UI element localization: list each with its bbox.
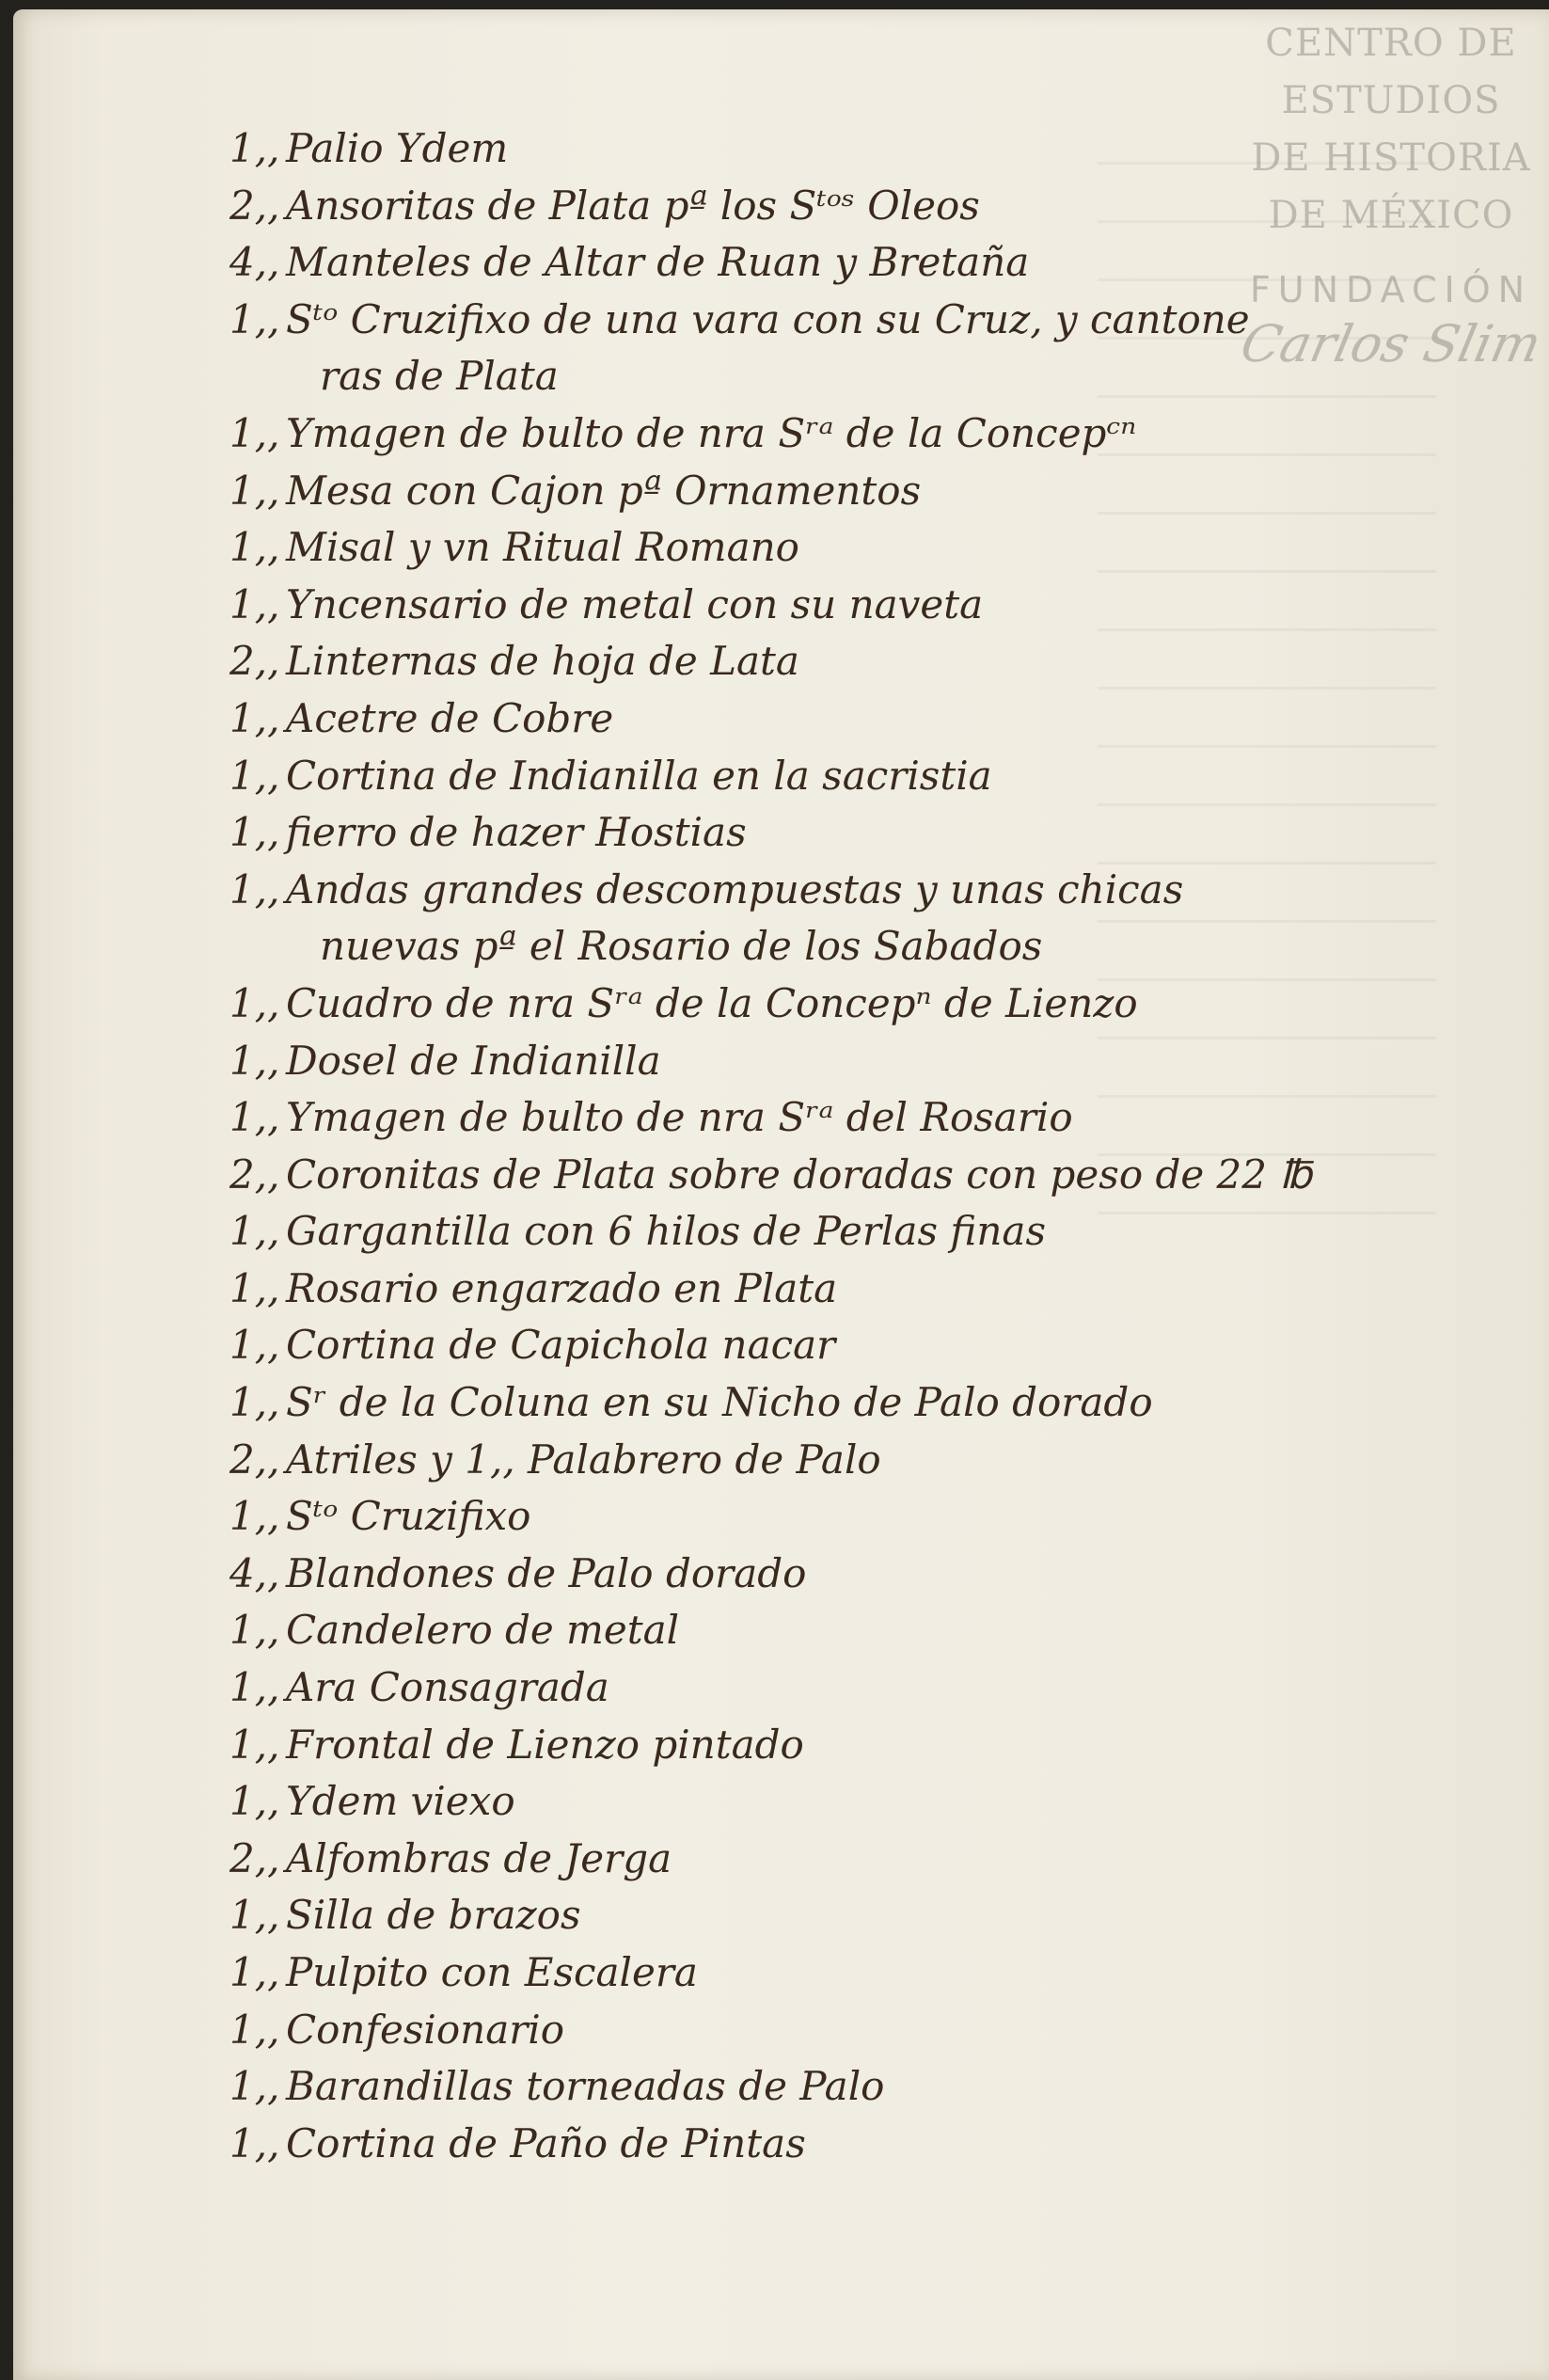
item-description: Ara Consagrada <box>286 1664 609 1711</box>
inventory-line <box>229 1659 1386 1717</box>
watermark-signature: Carlos Slim <box>1235 314 1547 373</box>
item-description: Atriles y 1,, Palabrero de Palo <box>286 1436 881 1483</box>
item-quantity: 1,, <box>229 1322 280 1369</box>
item-description: Pulpito con Escalera <box>286 1949 698 1995</box>
inventory-line <box>229 2058 1386 2116</box>
item-description: Cortina de Indianilla en la sacristia <box>286 752 992 799</box>
item-description: Mesa con Cajon pª Ornamentos <box>286 467 922 514</box>
item-quantity: 2,, <box>229 182 280 229</box>
item-description: Confesionario <box>286 2006 565 2053</box>
inventory-line <box>229 1033 1386 1090</box>
manuscript-page <box>13 9 1549 2380</box>
inventory-line <box>229 292 1386 349</box>
inventory-line <box>229 1089 1386 1147</box>
inventory-line <box>229 2002 1386 2059</box>
item-description: Dosel de Indianilla <box>286 1037 661 1084</box>
watermark-line-4: DE MÉXICO <box>1268 194 1514 237</box>
item-description: Misal y vn Ritual Romano <box>286 524 799 571</box>
item-description: Ydem viexo <box>286 1778 515 1825</box>
inventory-line <box>229 1831 1386 1888</box>
inventory-line <box>229 1488 1386 1546</box>
inventory-line <box>229 1261 1386 1318</box>
inventory-line <box>229 1374 1386 1432</box>
item-quantity: 4,, <box>229 239 280 286</box>
inventory-line <box>229 1773 1386 1831</box>
inventory-line <box>229 178 1386 235</box>
item-quantity: 2,, <box>229 1834 280 1881</box>
inventory-line <box>229 1203 1386 1261</box>
inventory-line <box>229 1546 1386 1603</box>
item-description: Gargantilla con 6 hilos de Perlas finas <box>286 1208 1047 1255</box>
inventory-line <box>229 976 1386 1033</box>
item-description: Cuadro de nra Sʳᵃ de la Concepⁿ de Lienzo <box>286 979 1138 1026</box>
item-quantity: 1,, <box>229 1208 280 1255</box>
inventory-line <box>229 519 1386 577</box>
inventory-line <box>229 348 1386 405</box>
item-quantity: 1,, <box>229 1037 280 1084</box>
item-quantity: 1,, <box>229 1664 280 1711</box>
inventory-line <box>229 862 1386 919</box>
item-description: nuevas pª el Rosario de los Sabados <box>320 923 1043 970</box>
item-description: Candelero de metal <box>286 1607 680 1654</box>
inventory-line <box>229 1432 1386 1489</box>
item-quantity: 1,, <box>229 1721 280 1768</box>
item-description: Acetre de Cobre <box>286 694 614 741</box>
item-description: Yncensario de metal con su naveta <box>286 580 984 627</box>
watermark-line-2: ESTUDIOS <box>1281 79 1501 122</box>
item-description: Alfombras de Jerga <box>286 1834 672 1881</box>
item-quantity: 1,, <box>229 580 280 627</box>
item-quantity: 1,, <box>229 865 280 912</box>
item-quantity: 2,, <box>229 1150 280 1198</box>
item-quantity: 1,, <box>229 694 280 741</box>
item-quantity: 1,, <box>229 1892 280 1939</box>
item-quantity: 1,, <box>229 1778 280 1825</box>
item-quantity: 1,, <box>229 809 280 856</box>
item-quantity: 4,, <box>229 1549 280 1596</box>
item-quantity: 1,, <box>229 1094 280 1141</box>
watermark-line-1: CENTRO DE <box>1265 22 1517 65</box>
watermark-line-3: DE HISTORIA <box>1251 136 1531 180</box>
item-quantity: 1,, <box>229 979 280 1026</box>
item-quantity: 1,, <box>229 524 280 571</box>
item-quantity: 1,, <box>229 752 280 799</box>
item-description: Barandillas torneadas de Palo <box>286 2063 885 2110</box>
item-description: Sʳ de la Coluna en su Nicho de Palo dorado <box>286 1379 1153 1426</box>
inventory-line <box>229 633 1386 690</box>
item-description: Ansoritas de Plata pª los Sᵗᵒˢ Oleos <box>286 182 980 229</box>
watermark-foundation: FUNDACIÓN <box>1249 269 1533 310</box>
inventory-line <box>229 918 1386 976</box>
inventory-line <box>229 1717 1386 1774</box>
inventory-line <box>229 1602 1386 1659</box>
item-description: Coronitas de Plata sobre doradas con peso de 22 ℔ <box>286 1150 1312 1198</box>
item-description: Sᵗᵒ Cruzifixo de una vara con su Cruz, y cantone <box>286 295 1250 342</box>
item-description: Manteles de Altar de Ruan y Bretaña <box>286 239 1030 286</box>
item-description: Cortina de Capichola nacar <box>286 1322 836 1369</box>
item-quantity: 1,, <box>229 2119 280 2166</box>
item-quantity: 1,, <box>229 1949 280 1995</box>
item-description: Blandones de Palo dorado <box>286 1549 807 1596</box>
item-quantity: 1,, <box>229 409 280 456</box>
item-quantity: 1,, <box>229 2063 280 2110</box>
inventory-line <box>229 690 1386 748</box>
item-description: Silla de brazos <box>286 1892 581 1939</box>
inventory-line <box>229 405 1386 463</box>
inventory-line <box>229 234 1386 292</box>
item-quantity: 2,, <box>229 1436 280 1483</box>
inventory-line <box>229 120 1386 178</box>
item-quantity: 1,, <box>229 467 280 514</box>
inventory-line <box>229 1944 1386 2002</box>
item-quantity: 1,, <box>229 1264 280 1311</box>
item-quantity: 1,, <box>229 2006 280 2053</box>
item-quantity: 1,, <box>229 295 280 342</box>
item-description: Rosario engarzado en Plata <box>286 1264 838 1311</box>
inventory-line <box>229 748 1386 805</box>
item-description: Cortina de Paño de Pintas <box>286 2119 806 2166</box>
inventory-line <box>229 463 1386 520</box>
item-quantity: 1,, <box>229 1607 280 1654</box>
item-description: Ymagen de bulto de nra Sʳᵃ de la Concepᶜⁿ <box>286 409 1137 456</box>
item-description: Frontal de Lienzo pintado <box>286 1721 804 1768</box>
inventory-line <box>229 2116 1386 2173</box>
item-description: Andas grandes descompuestas y unas chicas <box>286 865 1184 912</box>
item-description: ras de Plata <box>320 353 559 400</box>
item-description: Linternas de hoja de Lata <box>286 638 799 685</box>
item-description: Ymagen de bulto de nra Sʳᵃ del Rosario <box>286 1094 1073 1141</box>
item-quantity: 1,, <box>229 125 280 171</box>
item-quantity: 1,, <box>229 1493 280 1540</box>
inventory-line <box>229 804 1386 862</box>
item-description: Sᵗᵒ Cruzifixo <box>286 1493 531 1540</box>
inventory-line <box>229 577 1386 634</box>
inventory-line <box>229 1887 1386 1944</box>
item-quantity: 1,, <box>229 1379 280 1426</box>
item-description: fierro de hazer Hostias <box>286 809 747 856</box>
inventory-line <box>229 1317 1386 1374</box>
item-quantity: 2,, <box>229 638 280 685</box>
item-description: Palio Ydem <box>286 125 509 171</box>
inventory-line <box>229 1147 1386 1204</box>
inventory-list <box>229 120 1386 2172</box>
